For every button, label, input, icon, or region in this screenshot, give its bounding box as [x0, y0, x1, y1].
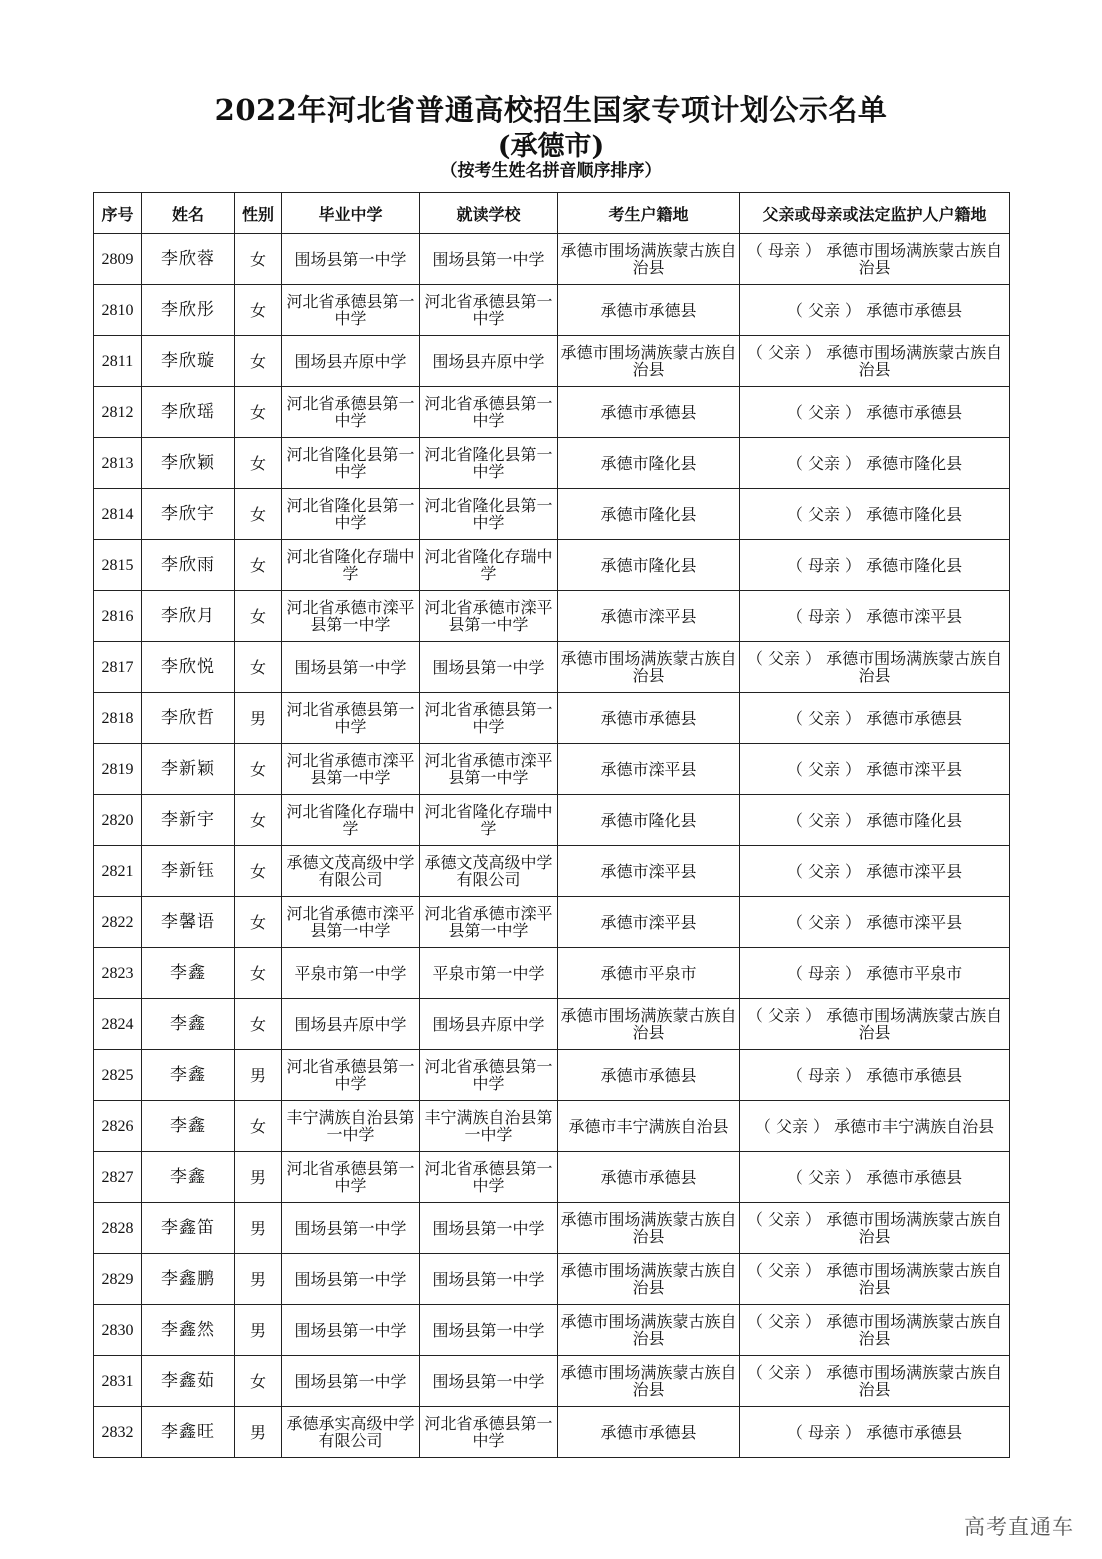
cell-guardian-hukou: （ 父亲 ） 承德市隆化县 [740, 795, 1010, 846]
table-row [94, 1152, 1010, 1203]
cell-seq: 2813 [94, 438, 142, 489]
cell-gender: 女 [235, 387, 282, 438]
cell-seq: 2817 [94, 642, 142, 693]
cell-name: 李鑫 [142, 1101, 235, 1152]
cell-grad-school: 围场县卉原中学 [282, 336, 420, 387]
cell-guardian-hukou: （ 父亲 ） 承德市滦平县 [740, 744, 1010, 795]
cell-guardian-hukou: （ 父亲 ） 承德市承德县 [740, 693, 1010, 744]
cell-current-school: 围场县第一中学 [420, 234, 558, 285]
cell-seq: 2812 [94, 387, 142, 438]
cell-gender: 男 [235, 693, 282, 744]
cell-name: 李欣哲 [142, 693, 235, 744]
cell-student-hukou: 承德市平泉市 [558, 948, 740, 999]
cell-student-hukou: 承德市承德县 [558, 1152, 740, 1203]
cell-name: 李馨语 [142, 897, 235, 948]
cell-current-school: 平泉市第一中学 [420, 948, 558, 999]
cell-seq: 2819 [94, 744, 142, 795]
cell-seq: 2816 [94, 591, 142, 642]
cell-grad-school: 河北省承德县第一中学 [282, 1050, 420, 1101]
cell-seq: 2828 [94, 1203, 142, 1254]
cell-name: 李鑫 [142, 999, 235, 1050]
cell-current-school: 河北省隆化存瑞中学 [420, 795, 558, 846]
cell-guardian-hukou: （ 父亲 ） 承德市围场满族蒙古族自治县 [740, 1356, 1010, 1407]
cell-guardian-hukou: （ 母亲 ） 承德市平泉市 [740, 948, 1010, 999]
cell-gender: 女 [235, 948, 282, 999]
cell-gender: 男 [235, 1152, 282, 1203]
table-row [94, 744, 1010, 795]
cell-grad-school: 河北省承德县第一中学 [282, 285, 420, 336]
cell-gender: 女 [235, 438, 282, 489]
cell-guardian-hukou: （ 母亲 ） 承德市围场满族蒙古族自治县 [740, 234, 1010, 285]
table-row [94, 999, 1010, 1050]
cell-student-hukou: 承德市滦平县 [558, 897, 740, 948]
cell-guardian-hukou: （ 父亲 ） 承德市围场满族蒙古族自治县 [740, 1203, 1010, 1254]
cell-grad-school: 河北省承德县第一中学 [282, 693, 420, 744]
cell-gender: 女 [235, 285, 282, 336]
table-row [94, 591, 1010, 642]
cell-current-school: 河北省承德市滦平县第一中学 [420, 591, 558, 642]
table-row [94, 336, 1010, 387]
cell-student-hukou: 承德市围场满族蒙古族自治县 [558, 1305, 740, 1356]
table-row [94, 642, 1010, 693]
cell-student-hukou: 承德市承德县 [558, 1050, 740, 1101]
cell-current-school: 围场县第一中学 [420, 1305, 558, 1356]
cell-name: 李新钰 [142, 846, 235, 897]
cell-current-school: 河北省隆化县第一中学 [420, 438, 558, 489]
header-name: 姓名 [142, 193, 235, 234]
cell-grad-school: 围场县第一中学 [282, 1356, 420, 1407]
cell-current-school: 河北省承德市滦平县第一中学 [420, 897, 558, 948]
table-row [94, 846, 1010, 897]
cell-student-hukou: 承德市承德县 [558, 693, 740, 744]
cell-grad-school: 河北省承德市滦平县第一中学 [282, 591, 420, 642]
cell-student-hukou: 承德市围场满族蒙古族自治县 [558, 234, 740, 285]
table-row [94, 1254, 1010, 1305]
cell-name: 李鑫旺 [142, 1407, 235, 1458]
cell-current-school: 围场县第一中学 [420, 1356, 558, 1407]
cell-current-school: 围场县卉原中学 [420, 336, 558, 387]
table-row [94, 489, 1010, 540]
cell-seq: 2820 [94, 795, 142, 846]
cell-name: 李欣悦 [142, 642, 235, 693]
cell-gender: 男 [235, 1050, 282, 1101]
cell-guardian-hukou: （ 父亲 ） 承德市滦平县 [740, 897, 1010, 948]
cell-current-school: 围场县第一中学 [420, 1203, 558, 1254]
table-row [94, 693, 1010, 744]
cell-current-school: 河北省承德县第一中学 [420, 693, 558, 744]
cell-student-hukou: 承德市承德县 [558, 285, 740, 336]
cell-guardian-hukou: （ 母亲 ） 承德市滦平县 [740, 591, 1010, 642]
cell-gender: 男 [235, 1305, 282, 1356]
table-row [94, 540, 1010, 591]
cell-name: 李鑫 [142, 948, 235, 999]
table-row [94, 1101, 1010, 1152]
cell-grad-school: 河北省隆化县第一中学 [282, 438, 420, 489]
table-row [94, 285, 1010, 336]
cell-student-hukou: 承德市承德县 [558, 387, 740, 438]
cell-guardian-hukou: （ 父亲 ） 承德市丰宁满族自治县 [740, 1101, 1010, 1152]
cell-seq: 2826 [94, 1101, 142, 1152]
table-row [94, 1407, 1010, 1458]
cell-seq: 2827 [94, 1152, 142, 1203]
cell-current-school: 承德文茂高级中学有限公司 [420, 846, 558, 897]
table-row [94, 234, 1010, 285]
cell-grad-school: 河北省隆化存瑞中学 [282, 795, 420, 846]
header-gender: 性别 [235, 193, 282, 234]
cell-name: 李欣彤 [142, 285, 235, 336]
cell-student-hukou: 承德市隆化县 [558, 540, 740, 591]
cell-current-school: 围场县第一中学 [420, 1254, 558, 1305]
cell-current-school: 河北省承德市滦平县第一中学 [420, 744, 558, 795]
cell-guardian-hukou: （ 母亲 ） 承德市承德县 [740, 1050, 1010, 1101]
cell-current-school: 围场县卉原中学 [420, 999, 558, 1050]
cell-seq: 2831 [94, 1356, 142, 1407]
cell-student-hukou: 承德市围场满族蒙古族自治县 [558, 1356, 740, 1407]
cell-current-school: 河北省承德县第一中学 [420, 285, 558, 336]
cell-student-hukou: 承德市围场满族蒙古族自治县 [558, 1203, 740, 1254]
cell-seq: 2830 [94, 1305, 142, 1356]
cell-seq: 2821 [94, 846, 142, 897]
cell-seq: 2829 [94, 1254, 142, 1305]
cell-guardian-hukou: （ 父亲 ） 承德市承德县 [740, 285, 1010, 336]
cell-seq: 2815 [94, 540, 142, 591]
cell-grad-school: 河北省承德市滦平县第一中学 [282, 897, 420, 948]
document-title: 2022年河北省普通高校招生国家专项计划公示名单 [214, 93, 888, 127]
table-row [94, 1203, 1010, 1254]
cell-current-school: 丰宁满族自治县第一中学 [420, 1101, 558, 1152]
cell-seq: 2824 [94, 999, 142, 1050]
cell-grad-school: 平泉市第一中学 [282, 948, 420, 999]
cell-grad-school: 围场县第一中学 [282, 234, 420, 285]
table-row [94, 897, 1010, 948]
header-guardian-hukou: 父亲或母亲或法定监护人户籍地 [740, 193, 1010, 234]
cell-gender: 女 [235, 642, 282, 693]
cell-name: 李新颖 [142, 744, 235, 795]
table-body [94, 234, 1010, 1458]
document-subtitle-city: (承德市) [497, 131, 605, 162]
cell-grad-school: 围场县第一中学 [282, 1254, 420, 1305]
header-seq: 序号 [94, 193, 142, 234]
cell-grad-school: 河北省承德市滦平县第一中学 [282, 744, 420, 795]
cell-gender: 男 [235, 1203, 282, 1254]
table-row [94, 795, 1010, 846]
cell-guardian-hukou: （ 母亲 ） 承德市隆化县 [740, 540, 1010, 591]
cell-gender: 女 [235, 591, 282, 642]
cell-seq: 2810 [94, 285, 142, 336]
cell-guardian-hukou: （ 父亲 ） 承德市隆化县 [740, 438, 1010, 489]
cell-grad-school: 围场县第一中学 [282, 1305, 420, 1356]
header-grad-school: 毕业中学 [282, 193, 420, 234]
cell-gender: 女 [235, 1101, 282, 1152]
cell-grad-school: 围场县卉原中学 [282, 999, 420, 1050]
cell-gender: 女 [235, 234, 282, 285]
cell-gender: 女 [235, 1356, 282, 1407]
cell-gender: 女 [235, 897, 282, 948]
cell-guardian-hukou: （ 母亲 ） 承德市承德县 [740, 1407, 1010, 1458]
cell-gender: 男 [235, 1407, 282, 1458]
header-current-school: 就读学校 [420, 193, 558, 234]
cell-name: 李欣宇 [142, 489, 235, 540]
cell-guardian-hukou: （ 父亲 ） 承德市围场满族蒙古族自治县 [740, 1254, 1010, 1305]
cell-guardian-hukou: （ 父亲 ） 承德市滦平县 [740, 846, 1010, 897]
cell-current-school: 围场县第一中学 [420, 642, 558, 693]
cell-seq: 2811 [94, 336, 142, 387]
cell-current-school: 河北省承德县第一中学 [420, 1152, 558, 1203]
table-row [94, 948, 1010, 999]
cell-guardian-hukou: （ 父亲 ） 承德市承德县 [740, 1152, 1010, 1203]
table-row [94, 387, 1010, 438]
cell-guardian-hukou: （ 父亲 ） 承德市围场满族蒙古族自治县 [740, 1305, 1010, 1356]
cell-student-hukou: 承德市隆化县 [558, 489, 740, 540]
cell-student-hukou: 承德市滦平县 [558, 744, 740, 795]
document-sort-note: （按考生姓名拼音顺序排序） [440, 161, 662, 181]
cell-seq: 2814 [94, 489, 142, 540]
cell-student-hukou: 承德市承德县 [558, 1407, 740, 1458]
cell-guardian-hukou: （ 父亲 ） 承德市围场满族蒙古族自治县 [740, 999, 1010, 1050]
table-row [94, 1305, 1010, 1356]
cell-seq: 2822 [94, 897, 142, 948]
cell-guardian-hukou: （ 父亲 ） 承德市围场满族蒙古族自治县 [740, 642, 1010, 693]
cell-seq: 2823 [94, 948, 142, 999]
cell-grad-school: 河北省承德县第一中学 [282, 387, 420, 438]
cell-current-school: 河北省承德县第一中学 [420, 387, 558, 438]
cell-seq: 2825 [94, 1050, 142, 1101]
cell-student-hukou: 承德市隆化县 [558, 438, 740, 489]
cell-name: 李欣蓉 [142, 234, 235, 285]
cell-student-hukou: 承德市围场满族蒙古族自治县 [558, 642, 740, 693]
cell-grad-school: 丰宁满族自治县第一中学 [282, 1101, 420, 1152]
cell-student-hukou: 承德市隆化县 [558, 795, 740, 846]
cell-name: 李新宇 [142, 795, 235, 846]
cell-grad-school: 河北省隆化存瑞中学 [282, 540, 420, 591]
cell-guardian-hukou: （ 父亲 ） 承德市承德县 [740, 387, 1010, 438]
cell-gender: 男 [235, 1254, 282, 1305]
cell-grad-school: 围场县第一中学 [282, 1203, 420, 1254]
cell-student-hukou: 承德市滦平县 [558, 846, 740, 897]
cell-name: 李欣璇 [142, 336, 235, 387]
cell-seq: 2832 [94, 1407, 142, 1458]
cell-name: 李欣雨 [142, 540, 235, 591]
roster-table [93, 192, 1010, 1458]
cell-grad-school: 围场县第一中学 [282, 642, 420, 693]
cell-grad-school: 承德文茂高级中学有限公司 [282, 846, 420, 897]
cell-student-hukou: 承德市滦平县 [558, 591, 740, 642]
cell-name: 李欣颖 [142, 438, 235, 489]
table-header-row [94, 193, 1010, 234]
cell-seq: 2818 [94, 693, 142, 744]
cell-student-hukou: 承德市丰宁满族自治县 [558, 1101, 740, 1152]
cell-gender: 女 [235, 795, 282, 846]
table-row [94, 1356, 1010, 1407]
cell-guardian-hukou: （ 父亲 ） 承德市围场满族蒙古族自治县 [740, 336, 1010, 387]
cell-name: 李鑫然 [142, 1305, 235, 1356]
cell-grad-school: 河北省承德县第一中学 [282, 1152, 420, 1203]
cell-name: 李鑫鹏 [142, 1254, 235, 1305]
cell-name: 李欣瑶 [142, 387, 235, 438]
cell-student-hukou: 承德市围场满族蒙古族自治县 [558, 999, 740, 1050]
cell-name: 李欣月 [142, 591, 235, 642]
cell-grad-school: 河北省隆化县第一中学 [282, 489, 420, 540]
table-row [94, 438, 1010, 489]
cell-gender: 女 [235, 540, 282, 591]
watermark-text: 高考直通车 [964, 1515, 1074, 1539]
cell-current-school: 河北省承德县第一中学 [420, 1050, 558, 1101]
cell-name: 李鑫 [142, 1152, 235, 1203]
table-row [94, 1050, 1010, 1101]
cell-guardian-hukou: （ 父亲 ） 承德市隆化县 [740, 489, 1010, 540]
cell-gender: 女 [235, 744, 282, 795]
cell-gender: 女 [235, 336, 282, 387]
cell-student-hukou: 承德市围场满族蒙古族自治县 [558, 336, 740, 387]
cell-grad-school: 承德承实高级中学有限公司 [282, 1407, 420, 1458]
cell-name: 李鑫茹 [142, 1356, 235, 1407]
cell-gender: 女 [235, 999, 282, 1050]
cell-name: 李鑫笛 [142, 1203, 235, 1254]
header-student-hukou: 考生户籍地 [558, 193, 740, 234]
cell-student-hukou: 承德市围场满族蒙古族自治县 [558, 1254, 740, 1305]
cell-name: 李鑫 [142, 1050, 235, 1101]
cell-seq: 2809 [94, 234, 142, 285]
cell-gender: 女 [235, 489, 282, 540]
cell-current-school: 河北省隆化县第一中学 [420, 489, 558, 540]
cell-gender: 女 [235, 846, 282, 897]
cell-current-school: 河北省隆化存瑞中学 [420, 540, 558, 591]
cell-current-school: 河北省承德县第一中学 [420, 1407, 558, 1458]
